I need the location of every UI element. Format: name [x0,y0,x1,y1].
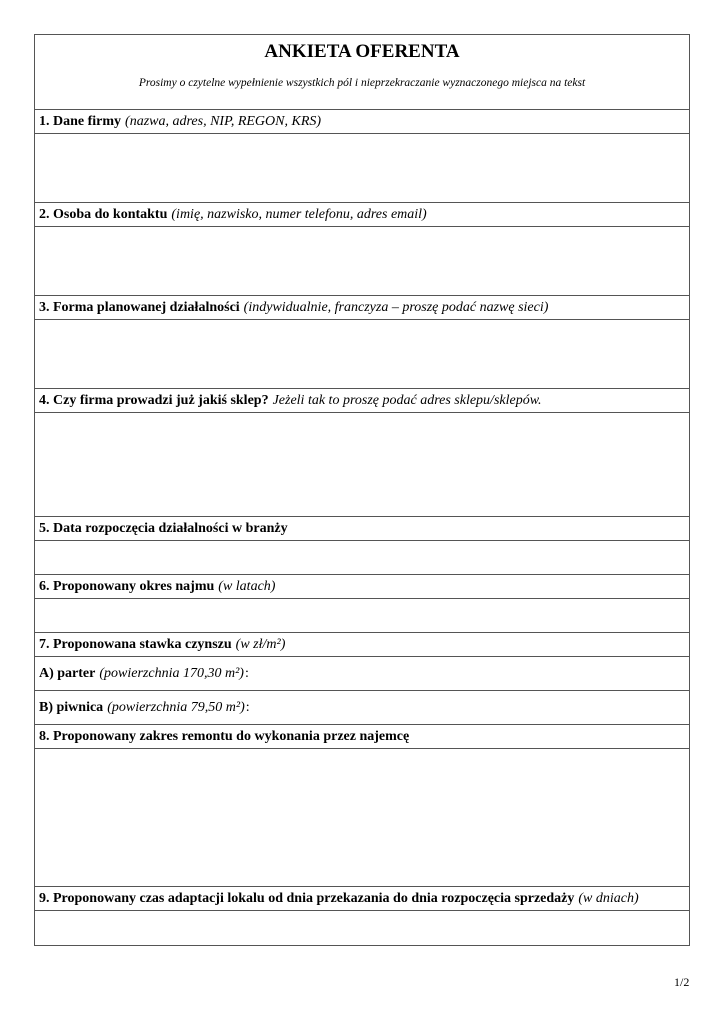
section-6-title: 6. Proponowany okres najmu [39,578,215,594]
section-5-field[interactable] [35,541,689,575]
section-7-title: 7. Proponowana stawka czynszu [39,636,232,652]
survey-form [34,34,690,946]
section-3-header [35,296,689,320]
section-2-title: 2. Osoba do kontaktu [39,206,168,222]
section-6-field[interactable] [35,599,689,633]
section-7b-colon: : [245,699,250,715]
section-6-hint: (w latach) [218,578,276,594]
section-7b-hint: (powierzchnia 79,50 m²) [107,699,245,715]
section-8-field[interactable] [35,749,689,887]
section-5-header [35,517,689,541]
page-number: 1/2 [674,975,690,989]
section-8-header [35,725,689,749]
section-2-header [35,203,689,227]
section-5-title: 5. Data rozpoczęcia działalności w branży [39,520,288,536]
section-4-hint: Jeżeli tak to proszę podać adres sklepu/sklepów. [272,392,542,408]
form-subtitle: Prosimy o czytelne wypełnienie wszystkich pól i nieprzekraczanie wyznaczonego miejsca na tekst [138,77,586,89]
section-7b-field[interactable] [35,691,689,725]
section-9-field[interactable] [35,911,689,945]
section-3-field[interactable] [35,320,689,389]
section-7a-field[interactable] [35,657,689,691]
section-7a-hint: (powierzchnia 170,30 m²) [99,665,244,681]
section-4-title: 4. Czy firma prowadzi już jakiś sklep? [39,392,269,408]
section-7b-title: B) piwnica [39,699,104,715]
section-8-title: 8. Proponowany zakres remontu do wykonania przez najemcę [39,728,410,744]
section-4-header [35,389,689,413]
section-2-field[interactable] [35,227,689,296]
section-1-field[interactable] [35,134,689,203]
section-7a-colon: : [244,665,249,681]
form-header [35,35,689,110]
form-title: ANKIETA OFERENTA [264,41,460,62]
section-1-header [35,110,689,134]
section-9-header [35,887,689,911]
section-6-header [35,575,689,599]
section-1-title: 1. Dane firmy [39,113,122,129]
section-1-hint: (nazwa, adres, NIP, REGON, KRS) [125,113,322,129]
section-7a-title: A) parter [39,665,96,681]
section-7-hint: (w zł/m²) [235,636,286,652]
section-3-title: 3. Forma planowanej działalności [39,299,240,315]
section-4-field[interactable] [35,413,689,517]
section-7-header [35,633,689,657]
section-9-hint: (w dniach) [578,890,639,906]
section-9-title: 9. Proponowany czas adaptacji lokalu od dnia przekazania do dnia rozpoczęcia sprzedaży [39,890,575,906]
section-2-hint: (imię, nazwisko, numer telefonu, adres email) [171,206,427,222]
section-3-hint: (indywidualnie, franczyza – proszę podać nazwę sieci) [243,299,549,315]
